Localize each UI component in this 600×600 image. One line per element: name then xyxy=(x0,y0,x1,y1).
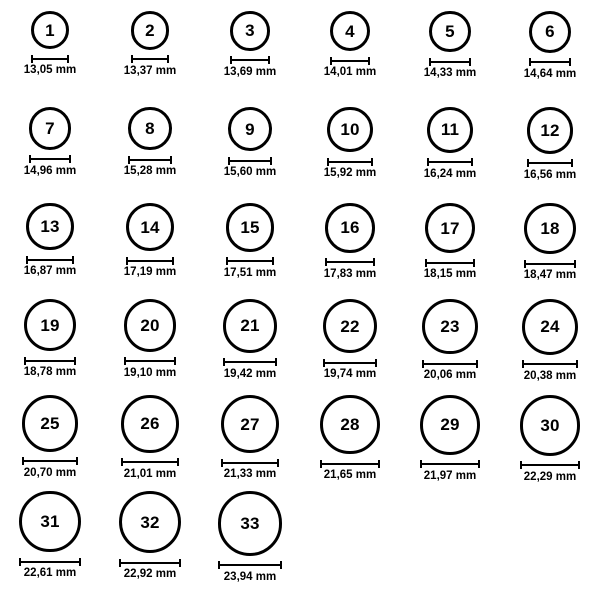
measure-bar xyxy=(121,458,179,466)
ring-size-cell[interactable] xyxy=(200,296,300,392)
ring-circle xyxy=(327,107,372,152)
measure-bracket xyxy=(228,156,272,165)
ring-size-cell[interactable] xyxy=(500,104,600,200)
measure-bracket xyxy=(420,460,480,469)
ring-size-cell[interactable] xyxy=(0,8,100,104)
measure-line xyxy=(218,564,283,566)
measure-line xyxy=(420,463,480,465)
ring-circle xyxy=(323,299,377,353)
ring-size-label: 13 xyxy=(40,217,60,237)
ring-diameter-label: 20,06 mm xyxy=(423,369,477,382)
ring-size-label: 14 xyxy=(140,217,160,237)
measure-line xyxy=(522,363,578,365)
ring-circle xyxy=(124,299,177,352)
ring-circle xyxy=(422,299,477,354)
ring-size-label: 24 xyxy=(540,317,560,337)
ring-size-cell[interactable] xyxy=(500,200,600,296)
measure-bracket xyxy=(26,255,73,264)
ring-size-label: 17 xyxy=(440,218,460,238)
ring-size-cell[interactable] xyxy=(300,200,400,296)
measure-bracket xyxy=(425,258,475,267)
ring-size-label: 10 xyxy=(340,120,360,140)
measure-bar xyxy=(524,260,575,268)
measure-line xyxy=(228,160,272,162)
measure-bar xyxy=(529,58,571,66)
ring-circle xyxy=(26,203,73,250)
ring-circle xyxy=(520,395,581,456)
measure-bracket xyxy=(527,159,574,168)
ring-size-cell[interactable] xyxy=(0,488,100,584)
measure-bar xyxy=(226,257,275,265)
ring-diameter-label: 19,74 mm xyxy=(323,368,377,381)
ring-size-label: 15 xyxy=(240,217,260,237)
measure-bracket xyxy=(124,357,177,366)
measure-bar xyxy=(323,359,377,367)
measure-line xyxy=(527,162,574,164)
ring-diameter-label: 21,33 mm xyxy=(223,468,277,481)
measure-bracket xyxy=(323,358,377,367)
measure-bracket xyxy=(19,557,80,566)
ring-diameter-label: 16,87 mm xyxy=(23,265,77,278)
ring-circle xyxy=(31,11,69,49)
ring-circle xyxy=(429,11,470,52)
ring-size-cell[interactable] xyxy=(300,104,400,200)
ring-size-cell[interactable] xyxy=(0,296,100,392)
ring-circle xyxy=(128,107,171,150)
measure-bar xyxy=(124,357,177,365)
ring-circle xyxy=(131,11,170,50)
ring-size-label: 33 xyxy=(240,513,260,533)
measure-line xyxy=(327,161,372,163)
ring-circle xyxy=(529,11,571,53)
ring-size-cell[interactable] xyxy=(100,104,200,200)
ring-size-cell[interactable] xyxy=(0,200,100,296)
measure-line xyxy=(524,263,575,265)
measure-bracket xyxy=(325,258,375,267)
measure-bracket xyxy=(128,155,171,164)
measure-bar xyxy=(520,461,581,469)
measure-line xyxy=(126,260,174,262)
measure-bar xyxy=(218,561,283,569)
ring-diameter-label: 17,51 mm xyxy=(223,266,277,279)
measure-bracket xyxy=(29,155,72,164)
measure-bar xyxy=(429,58,470,66)
measure-line xyxy=(121,461,179,463)
ring-size-label: 3 xyxy=(245,21,255,41)
measure-line xyxy=(226,260,275,262)
ring-circle xyxy=(522,299,578,355)
ring-diameter-label: 21,97 mm xyxy=(423,469,477,482)
measure-line xyxy=(124,360,177,362)
measure-line xyxy=(29,158,72,160)
ring-size-label: 22 xyxy=(340,316,360,336)
ring-size-cell[interactable] xyxy=(200,392,300,488)
measure-bar xyxy=(228,157,272,165)
ring-circle xyxy=(223,299,277,353)
ring-diameter-label: 18,47 mm xyxy=(523,269,577,282)
ring-size-label: 31 xyxy=(40,512,60,532)
measure-line xyxy=(422,363,477,365)
measure-bar xyxy=(420,460,480,468)
ring-circle xyxy=(230,11,270,51)
measure-bracket xyxy=(422,359,477,368)
measure-bracket xyxy=(119,558,181,567)
ring-diameter-label: 15,60 mm xyxy=(223,166,277,179)
ring-circle xyxy=(22,395,79,452)
measure-line xyxy=(323,362,377,364)
measure-bar xyxy=(22,457,79,465)
ring-size-cell[interactable] xyxy=(500,296,600,392)
measure-bar xyxy=(427,158,473,166)
ring-size-label: 28 xyxy=(340,415,360,435)
ring-size-cell[interactable] xyxy=(400,392,500,488)
measure-line xyxy=(427,161,473,163)
ring-size-cell[interactable] xyxy=(0,104,100,200)
measure-line xyxy=(19,561,80,563)
ring-size-cell[interactable] xyxy=(400,104,500,200)
ring-circle xyxy=(19,491,80,552)
ring-circle xyxy=(427,107,473,153)
measure-bracket xyxy=(320,459,379,468)
measure-bar xyxy=(320,460,379,468)
measure-line xyxy=(230,59,270,61)
measure-bracket xyxy=(429,57,470,66)
ring-diameter-label: 13,37 mm xyxy=(123,64,177,77)
ring-size-cell[interactable] xyxy=(300,8,400,104)
ring-circle xyxy=(527,107,574,154)
ring-circle xyxy=(218,491,283,556)
ring-diameter-label: 17,19 mm xyxy=(123,266,177,279)
ring-diameter-label: 15,92 mm xyxy=(323,167,377,180)
ring-diameter-label: 22,61 mm xyxy=(23,567,77,580)
measure-line xyxy=(119,562,181,564)
ring-circle xyxy=(126,203,174,251)
measure-line xyxy=(520,464,581,466)
ring-diameter-label: 21,65 mm xyxy=(323,469,377,482)
measure-bar xyxy=(24,357,76,365)
ring-circle xyxy=(425,203,475,253)
ring-size-label: 2 xyxy=(145,20,155,40)
ring-size-label: 32 xyxy=(140,512,160,532)
ring-size-label: 25 xyxy=(40,413,60,433)
ring-size-cell[interactable] xyxy=(400,8,500,104)
measure-bar xyxy=(119,559,181,567)
ring-size-cell[interactable] xyxy=(100,8,200,104)
ring-diameter-label: 21,01 mm xyxy=(123,467,177,480)
ring-grid xyxy=(0,8,600,584)
ring-size-label: 5 xyxy=(445,22,455,42)
measure-bar xyxy=(522,360,578,368)
measure-bracket xyxy=(226,257,275,266)
measure-bracket xyxy=(221,458,279,467)
measure-line xyxy=(320,463,379,465)
ring-diameter-label: 19,10 mm xyxy=(123,366,177,379)
ring-circle xyxy=(221,395,279,453)
ring-size-label: 20 xyxy=(140,315,160,335)
ring-diameter-label: 16,56 mm xyxy=(523,168,577,181)
ring-circle xyxy=(121,395,179,453)
ring-size-label: 23 xyxy=(440,317,460,337)
ring-diameter-label: 15,28 mm xyxy=(123,165,177,178)
ring-size-cell[interactable] xyxy=(200,200,300,296)
measure-bar xyxy=(422,360,477,368)
ring-size-label: 11 xyxy=(440,120,460,140)
ring-diameter-label: 17,83 mm xyxy=(323,267,377,280)
measure-bracket xyxy=(427,158,473,167)
ring-diameter-label: 22,92 mm xyxy=(123,568,177,581)
ring-diameter-label: 22,29 mm xyxy=(523,470,577,483)
ring-size-label: 16 xyxy=(340,218,360,238)
ring-size-label: 30 xyxy=(540,415,560,435)
ring-size-label: 26 xyxy=(140,414,160,434)
ring-circle xyxy=(119,491,181,553)
ring-circle xyxy=(226,203,275,252)
ring-size-label: 8 xyxy=(145,119,155,139)
measure-bracket xyxy=(31,54,69,63)
ring-circle xyxy=(420,395,480,455)
ring-size-label: 4 xyxy=(345,21,355,41)
measure-bar xyxy=(330,57,370,65)
measure-bar xyxy=(31,55,69,63)
ring-size-cell[interactable] xyxy=(400,296,500,392)
ring-circle xyxy=(24,299,76,351)
measure-bar xyxy=(131,55,170,63)
ring-size-label: 6 xyxy=(545,22,555,42)
measure-bar xyxy=(327,158,372,166)
measure-line xyxy=(325,261,375,263)
measure-bracket xyxy=(131,55,170,64)
measure-line xyxy=(31,58,69,60)
ring-circle xyxy=(325,203,375,253)
ring-size-cell[interactable] xyxy=(500,392,600,488)
measure-line xyxy=(24,360,76,362)
measure-bar xyxy=(126,257,174,265)
ring-diameter-label: 18,78 mm xyxy=(23,366,77,379)
measure-bracket xyxy=(218,561,283,570)
ring-diameter-label: 13,05 mm xyxy=(23,64,77,76)
ring-diameter-label: 23,94 mm xyxy=(223,570,277,583)
ring-size-label: 7 xyxy=(45,118,55,138)
measure-bar xyxy=(128,156,171,164)
measure-line xyxy=(330,60,370,62)
ring-size-cell[interactable] xyxy=(0,392,100,488)
ring-size-label: 1 xyxy=(45,20,55,40)
ring-size-cell[interactable] xyxy=(100,392,200,488)
measure-bar xyxy=(29,155,72,163)
ring-diameter-label: 14,96 mm xyxy=(23,164,77,177)
ring-diameter-label: 19,42 mm xyxy=(223,367,277,380)
ring-size-cell[interactable] xyxy=(300,296,400,392)
ring-circle xyxy=(29,107,72,150)
measure-bracket xyxy=(22,457,79,466)
measure-bracket xyxy=(121,458,179,467)
measure-line xyxy=(128,159,171,161)
measure-bracket xyxy=(24,356,76,365)
measure-line xyxy=(221,462,279,464)
ring-size-cell[interactable] xyxy=(200,8,300,104)
measure-line xyxy=(131,58,170,60)
measure-bar xyxy=(527,159,574,167)
measure-bar xyxy=(325,258,375,266)
measure-bar xyxy=(19,558,80,566)
measure-bar xyxy=(223,358,277,366)
measure-bracket xyxy=(327,157,372,166)
ring-size-cell[interactable] xyxy=(300,392,400,488)
ring-size-label: 18 xyxy=(540,219,560,239)
measure-bracket xyxy=(524,259,575,268)
ring-size-cell[interactable] xyxy=(100,296,200,392)
ring-size-label: 27 xyxy=(240,414,260,434)
ring-size-cell[interactable] xyxy=(500,8,600,104)
measure-bar xyxy=(26,256,73,264)
measure-line xyxy=(529,61,571,63)
ring-size-cell[interactable] xyxy=(400,200,500,296)
ring-circle xyxy=(524,203,575,254)
ring-diameter-label: 20,38 mm xyxy=(523,369,577,382)
ring-diameter-label: 13,69 mm xyxy=(223,65,277,78)
ring-circle xyxy=(228,107,272,151)
measure-bracket xyxy=(223,358,277,367)
ring-size-cell[interactable] xyxy=(200,104,300,200)
ring-diameter-label: 18,15 mm xyxy=(423,268,477,281)
ring-size-label: 9 xyxy=(245,119,255,139)
measure-bar xyxy=(425,259,475,267)
measure-line xyxy=(26,259,73,261)
ring-circle xyxy=(330,11,370,51)
ring-size-label: 19 xyxy=(40,315,60,335)
measure-line xyxy=(429,61,470,63)
ring-diameter-label: 16,24 mm xyxy=(423,167,477,180)
measure-bar xyxy=(221,459,279,467)
ring-size-label: 29 xyxy=(440,415,460,435)
ring-size-cell[interactable] xyxy=(200,488,300,584)
measure-line xyxy=(22,460,79,462)
measure-bracket xyxy=(126,256,174,265)
ring-circle xyxy=(320,395,379,454)
measure-line xyxy=(223,361,277,363)
measure-bracket xyxy=(522,360,578,369)
measure-bracket xyxy=(230,56,270,65)
ring-diameter-label: 14,64 mm xyxy=(523,67,577,80)
ring-size-label: 12 xyxy=(540,120,560,140)
measure-bracket xyxy=(529,58,571,67)
ring-diameter-label: 14,01 mm xyxy=(323,66,377,79)
measure-bracket xyxy=(520,461,581,470)
ring-size-cell[interactable] xyxy=(100,200,200,296)
ring-diameter-label: 20,70 mm xyxy=(23,466,77,479)
measure-bar xyxy=(230,56,270,64)
measure-line xyxy=(425,262,475,264)
ring-diameter-label: 14,33 mm xyxy=(423,67,477,80)
ring-size-label: 21 xyxy=(240,316,260,336)
ring-size-cell[interactable] xyxy=(100,488,200,584)
measure-bracket xyxy=(330,56,370,65)
